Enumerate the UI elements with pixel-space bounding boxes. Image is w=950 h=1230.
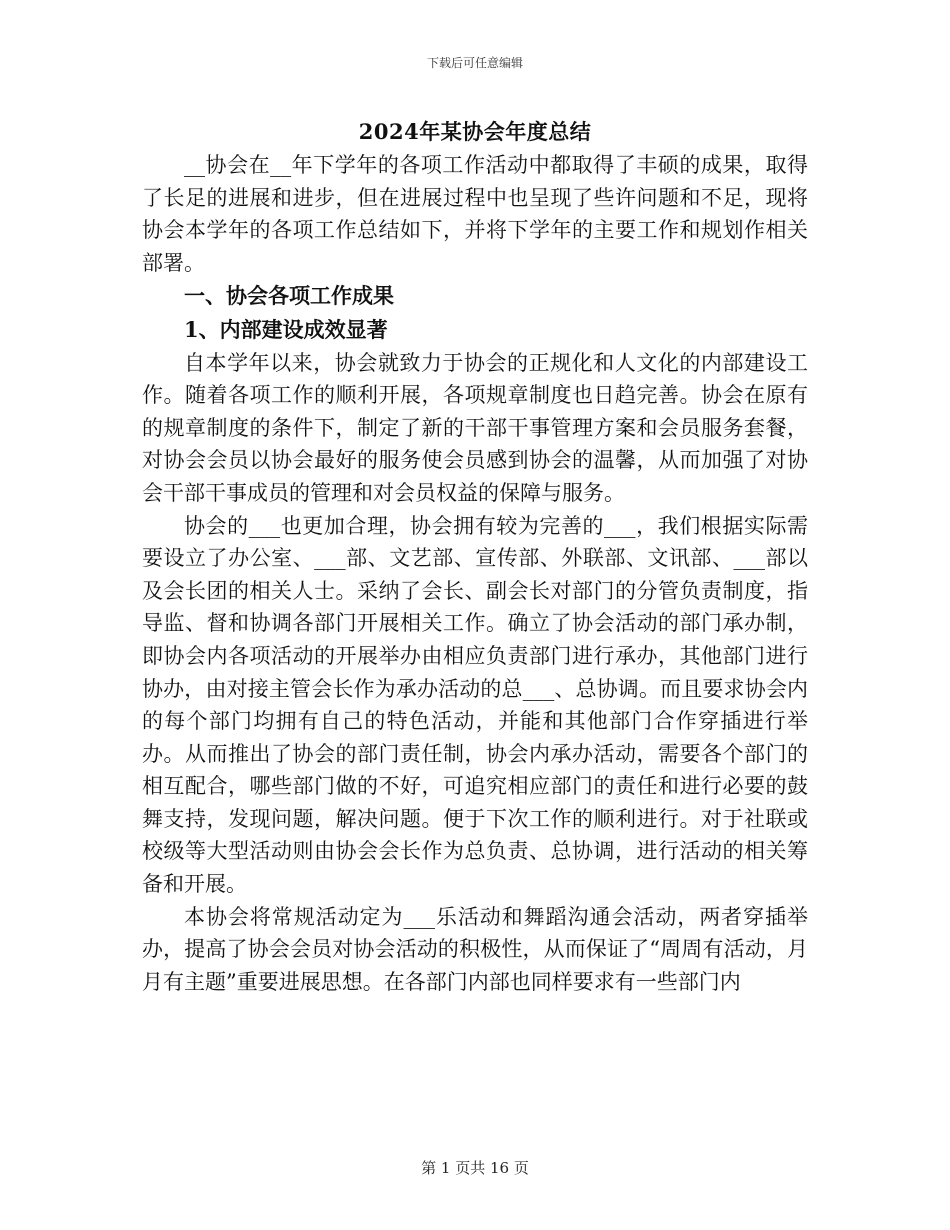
subsection-heading: 1、内部建设成效显著 bbox=[184, 316, 388, 342]
header-note: 下载后可任意编辑 bbox=[426, 56, 523, 70]
section-heading: 一、协会各项工作成果 bbox=[184, 283, 394, 309]
body-paragraph: 本协会将常规活动定为___乐活动和舞蹈沟通会活动，两者穿插举办，提高了协会会员对协会活动的积极性，从而保证了“周周有活动，月月有主题”重要进展思想。在各部门内部也同样要求有一些部门内 bbox=[142, 904, 808, 994]
body-paragraph: 自本学年以来，协会就致力于协会的正规化和人文化的内部建设工作。随着各项工作的顺利开展，各项规章制度也日趋完善。协会在原有的规章制度的条件下，制定了新的干部干事管理方案和会员服务套餐，对协会会员以协会最好的服务使会员感到协会的温馨，从而加强了对协会干部干事成员的管理和对会员权益的保障与服务。 bbox=[142, 350, 808, 505]
document-title: 2024年某协会年度总结 bbox=[358, 119, 592, 144]
page-number: 第 1 页共 16 页 bbox=[421, 1159, 529, 1177]
body-paragraph: 协会的___也更加合理，协会拥有较为完善的___，我们根据实际需要设立了办公室、___部、文艺部、宣传部、外联部、文讯部、___部以及会长团的相关人士。采纳了会长、副会长对部门的分管负责制度，指导监、督和协调各部门开展相关工作。确立了协会活动的部门承办制，即协会内各项活动的开展举办由相应负责部门进行承办，其他部门进行协办，由对接主管会长作为承办活动的总___、总协调。而且要求协会内的每个部门均拥有自己的特色活动，并能和其他部门合作穿插进行举办。从而推出了协会的部门责任制，协会内承办活动，需要各个部门的相互配合，哪些部门做的不好，可追究相应部门的责任和进行必要的鼓舞支持，发现问题，解决问题。便于下次工作的顺利进行。对于社联或校级等大型活动则由协会会长作为总负责、总协调，进行活动的相关筹备和开展。 bbox=[142, 513, 808, 897]
intro-paragraph: __协会在__年下学年的各项工作活动中都取得了丰硕的成果，取得了长足的进展和进步，但在进展过程中也呈现了些许问题和不足，现将协会本学年的各项工作总结如下，并将下学年的主要工作和规划作相关部署。 bbox=[142, 153, 808, 275]
document-body bbox=[142, 149, 808, 998]
